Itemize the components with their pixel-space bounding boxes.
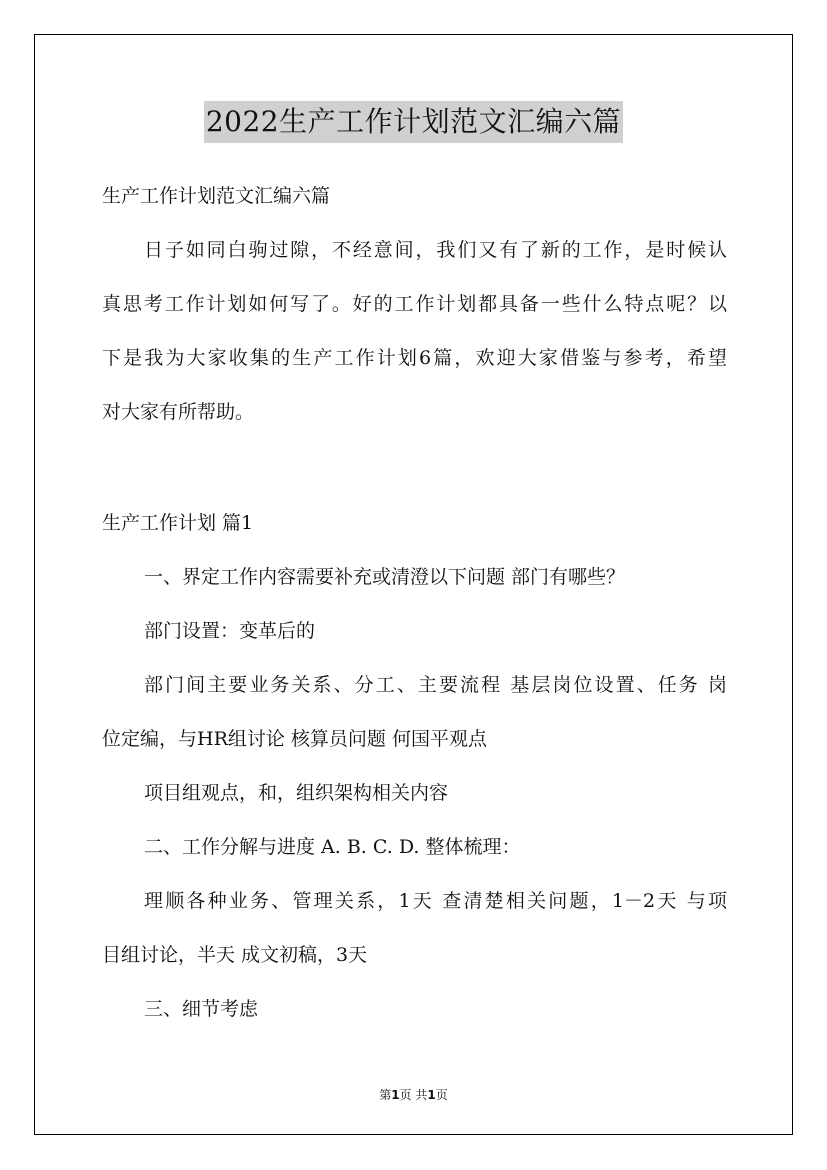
paragraph-line: 一、界定工作内容需要补充或清澄以下问题 部门有哪些？ <box>144 566 626 588</box>
footer-page-total: 1 <box>427 1088 436 1102</box>
intro-line-2: 真思考工作计划如何写了。好的工作计划都具备一些什么特点呢？以 <box>102 293 727 315</box>
intro-line-4: 对大家有所帮助。 <box>102 401 255 423</box>
paragraph-line: 三、细节考虑 <box>144 998 259 1020</box>
paragraph-line: 部门设置：变革后的 <box>144 620 316 642</box>
footer-suffix: 页 <box>435 1088 448 1102</box>
document-title: 2022生产工作计划范文汇编六篇 <box>204 101 623 143</box>
paragraph-line: 位定编，与HR组讨论 核算员问题 何国平观点 <box>102 728 487 750</box>
paragraph-line: 理顺各种业务、管理关系，1天 查清楚相关问题，1－2天 与项 <box>144 890 727 912</box>
paragraph-line: 二、工作分解与进度 A. B. C. D. 整体梳理： <box>144 836 521 858</box>
paragraph-line: 项目组观点，和，组织架构相关内容 <box>144 782 449 804</box>
intro-line-1: 日子如同白驹过隙，不经意间，我们又有了新的工作，是时候认 <box>144 239 727 261</box>
footer-prefix: 第 <box>379 1088 392 1102</box>
subtitle: 生产工作计划范文汇编六篇 <box>102 185 331 207</box>
intro-line-3: 下是我为大家收集的生产工作计划6篇，欢迎大家借鉴与参考，希望 <box>102 347 727 369</box>
footer-page-number: 1 <box>391 1088 400 1102</box>
page-footer <box>0 1086 827 1103</box>
paragraph-line: 部门间主要业务关系、分工、主要流程 基层岗位设置、任务 岗 <box>144 674 727 696</box>
footer-middle: 页 共 <box>399 1088 428 1102</box>
title-wrapper <box>0 101 827 143</box>
paragraph-line: 目组讨论，半天 成文初稿，3天 <box>102 944 368 966</box>
section-heading: 生产工作计划 篇1 <box>102 512 254 534</box>
